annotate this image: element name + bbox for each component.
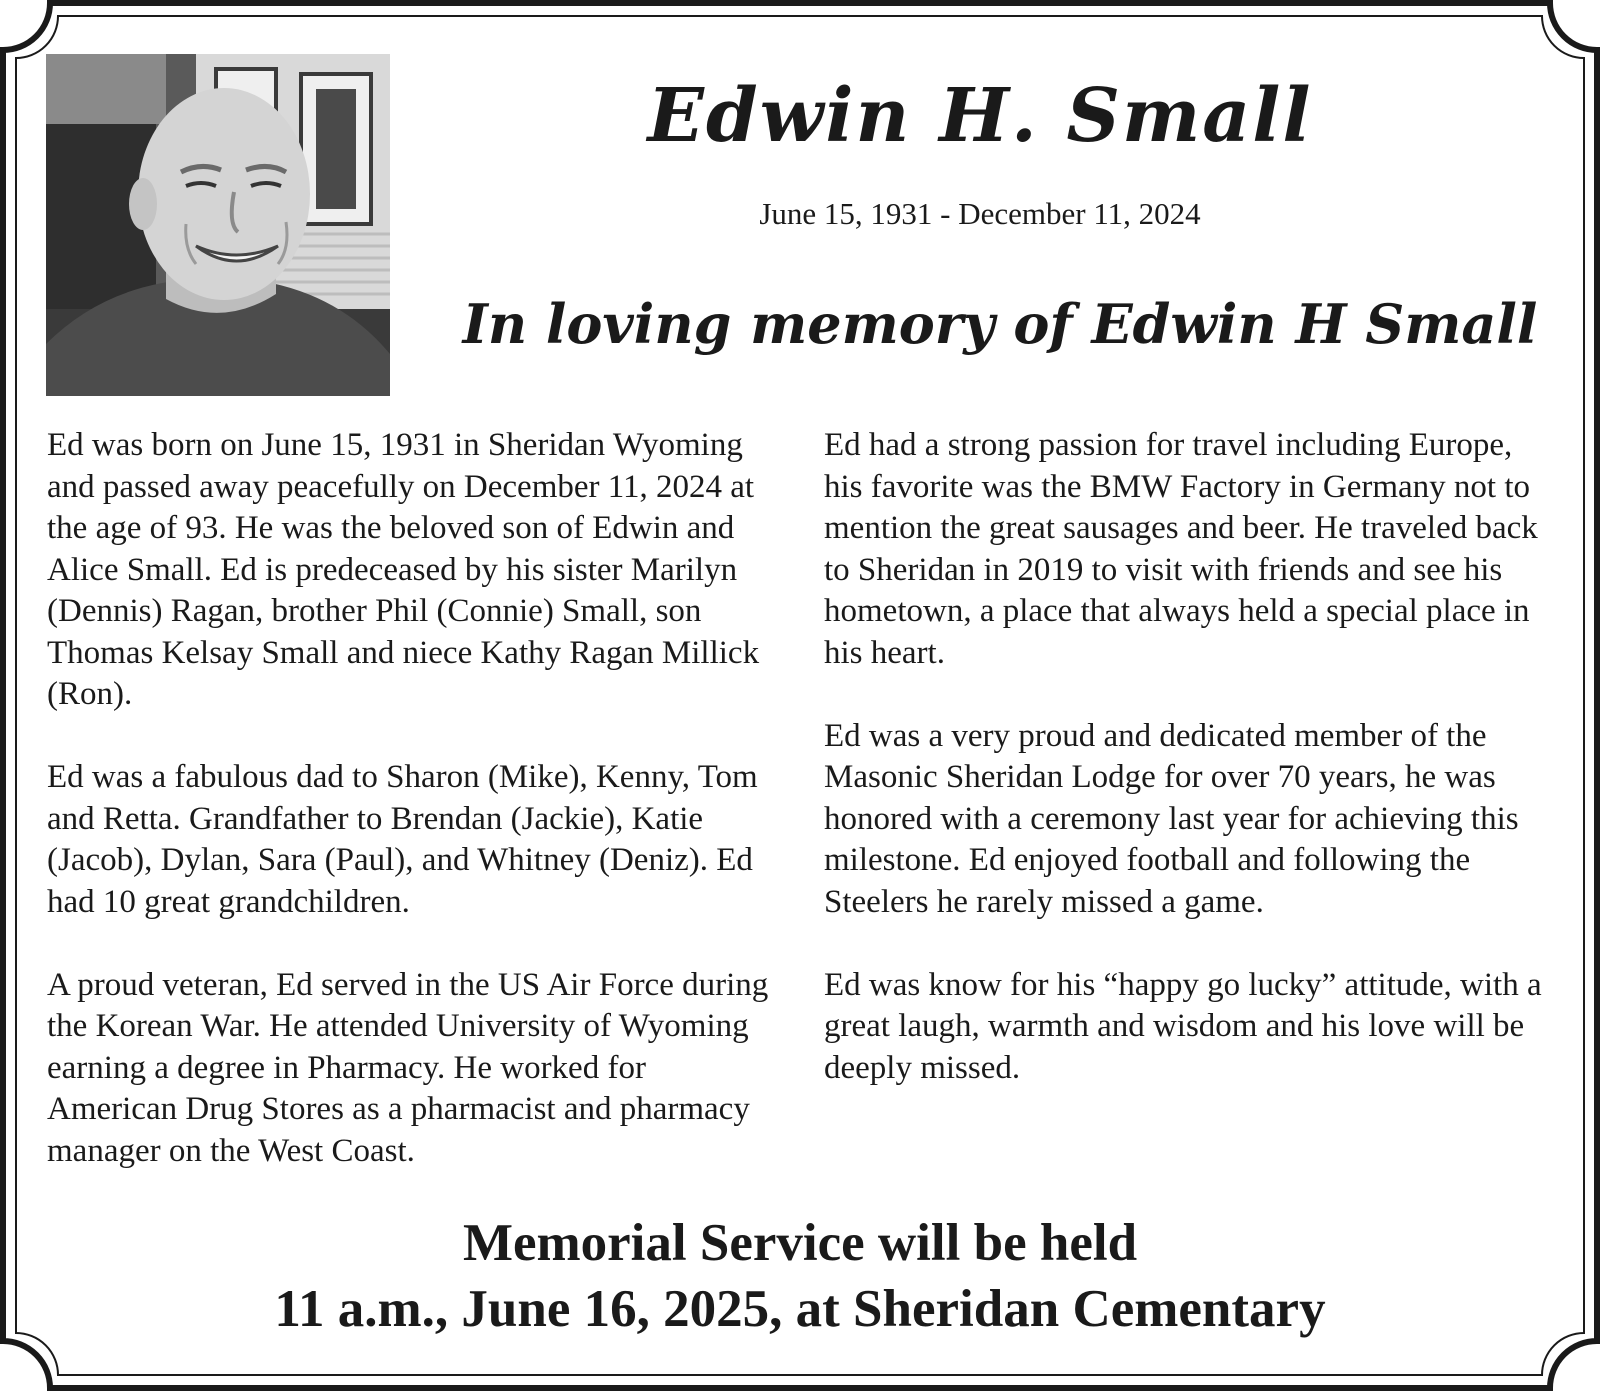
obituary-left-column xyxy=(47,425,782,1172)
paragraph-career: A proud veteran, Ed served in the US Air Force during the Korean War. He attended University of Wyoming earning a degree in Pharmacy. He worked for American Drug Stores as a pharmacist and pharmacy manager on the West Coast. xyxy=(47,966,769,1169)
memorial-service-notice xyxy=(100,1210,1500,1342)
memorial-tagline: In loving memory of Edwin H Small xyxy=(462,292,1538,356)
service-line-1: Memorial Service will be held xyxy=(462,1214,1138,1272)
paragraph-masonic: Ed was a very proud and dedicated member of the Masonic Sheridan Lodge for over 70 years, he was honored with a ceremony last year for achieving this milestone. Ed enjoyed football and following the Steelers he rarely missed a game. xyxy=(824,717,1519,920)
paragraph-children: Ed was a fabulous dad to Sharon (Mike), Kenny, Tom and Retta. Grandfather to Brendan (Jackie), Katie (Jacob), Dylan, Sara (Paul), and Whitney (Deniz). Ed had 10 great grandchildren. xyxy=(47,759,758,920)
life-dates: June 15, 1931 - December 11, 2024 xyxy=(759,196,1201,231)
service-line-2: 11 a.m., June 16, 2025, at Sheridan Cementary xyxy=(274,1280,1326,1338)
portrait-photo xyxy=(46,54,390,396)
paragraph-personality: Ed was know for his “happy go lucky” attitude, with a great laugh, warmth and wisdom and his love will be deeply missed. xyxy=(824,966,1542,1086)
paragraph-travel: Ed had a strong passion for travel including Europe, his favorite was the BMW Factory in Germany not to mention the great sausages and beer. He traveled back to Sheridan in 2019 to visit with friends and see his hometown, a place that always held a special place in his heart. xyxy=(824,427,1538,671)
obituary-right-column xyxy=(824,425,1554,1089)
decedent-name: Edwin H. Small xyxy=(647,73,1313,159)
paragraph-birth-family: Ed was born on June 15, 1931 in Sheridan Wyoming and passed away peacefully on December 11, 2024 at the age of 93. He was the beloved son of Edwin and Alice Small. Ed is predeceased by his sister Marilyn (Dennis) Ragan, brother Phil (Connie) Small, son Thomas Kelsay Small and niece Kathy Ragan Millick (Ron). xyxy=(47,427,760,712)
